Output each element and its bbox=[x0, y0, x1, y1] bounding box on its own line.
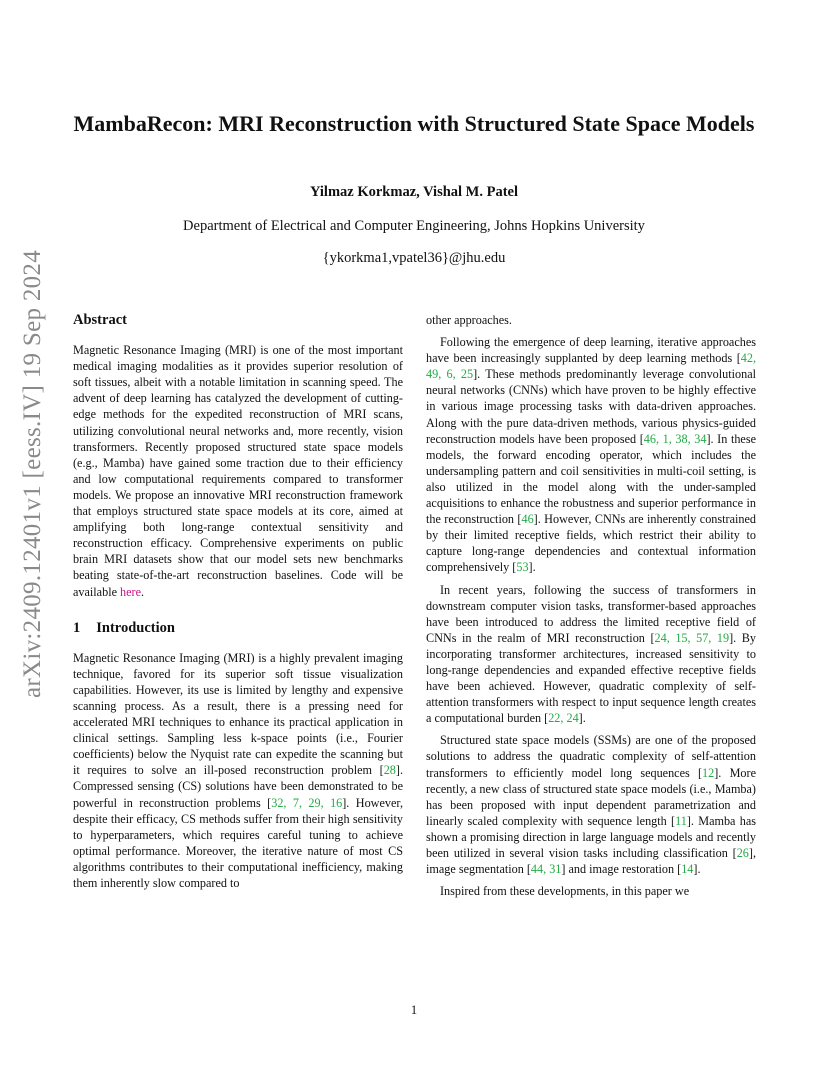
citation[interactable]: 22, 24 bbox=[548, 711, 579, 726]
code-link[interactable]: here bbox=[120, 584, 142, 599]
left-column bbox=[73, 312, 403, 897]
citation[interactable]: 32, 7, 29, 16 bbox=[271, 795, 343, 810]
paragraph-continuation: other approaches. bbox=[426, 313, 512, 327]
paper-title: MambaRecon: MRI Reconstruction with Structured State Space Models bbox=[73, 111, 755, 136]
intro-paragraph-1: Magnetic Resonance Imaging (MRI) is a highly prevalent imaging technique, favored for its superior soft tissue visualization capabilities. However, its use is limited by lengthy and expensive scanning process. As a result, there is a pressing need for accelerated MRI techniques to enhance its practical application in clinical settings. Sampling less k-space points (i.e., Fourier coefficients) below the Nyquist rate can expedite the scanning but it requires to solve an ill-posed reconstruction problem [28]. Compressed sensing (CS) solutions have been demonstrated to be powerful in reconstruction problems [32, 7, 29, 16]. However, despite their efficacy, CS methods suffer from their high sensitivity to hyperparameters, which requires careful tuning to achieve optimal performance. Moreover, the iterative nature of most CS algorithms contributes to their computational inefficiency, making them inherently slow compared to bbox=[73, 650, 403, 890]
page-number: 1 bbox=[410, 1003, 418, 1017]
right-column bbox=[426, 312, 756, 905]
section-number: 1 bbox=[73, 619, 81, 636]
arxiv-identifier-text: arXiv:2409.12401v1 [eess.IV] 19 Sep 2024 bbox=[19, 249, 47, 699]
section-title: Introduction bbox=[96, 619, 175, 636]
paper-authors: Yilmaz Korkmaz, Vishal M. Patel bbox=[309, 184, 519, 200]
citation[interactable]: 24, 15, 57, 19 bbox=[654, 630, 730, 645]
arxiv-identifier bbox=[19, 249, 47, 699]
citation[interactable]: 44, 31 bbox=[530, 862, 562, 877]
paragraph-inspired: Inspired from these developments, in this paper we bbox=[440, 884, 690, 899]
paragraph-transformers: In recent years, following the success of transformers in downstream computer vision tasks, transformer-based approaches have been introduced to address the limited receptive field of CNNs in the realm of MRI reconstruction [24, 15, 57, 19]. By incorporating transformer architectures, increased sensitivity to long-range dependencies and expanded effective receptive fields have been achieved. However, quadratic complexity of self-attention transformers with respect to input sequence length creates a computational burden [22, 24]. bbox=[426, 582, 757, 726]
citation[interactable]: 53 bbox=[516, 560, 529, 575]
citation[interactable]: 46 bbox=[521, 512, 534, 527]
citation[interactable]: 28 bbox=[383, 763, 396, 778]
paragraph-deep-learning: Following the emergence of deep learning, iterative approaches have been increasingly supplanted by deep learning methods [42, 49, 6, 25]. These methods predominantly leverage convolutional neural networks (CNNs) which have proven to be highly effective in various image processing tasks with data-driven approaches. Along with the pure data-driven methods, various physics-guided reconstruction models have been proposed [46, 1, 38, 34]. In these models, the forward encoding operator, which includes the undersampling pattern and coil sensitivities in multi-coil setting, is also utilized in the model along with the under-sampled acquisitions to enhance the robustness and superior performance in the reconstruction [46]. However, CNNs are inherently constrained by their limited receptive fields, which restrict their ability to capture long-range dependencies and contextual information comprehensively [53]. bbox=[426, 335, 757, 575]
citation[interactable]: 46, 1, 38, 34 bbox=[643, 431, 707, 446]
author-email: {ykorkma1,vpatel36}@jhu.edu bbox=[322, 250, 506, 266]
section-heading-introduction bbox=[73, 620, 403, 636]
abstract-paragraph: Magnetic Resonance Imaging (MRI) is one of the most important medical imaging modalities as it provides superior resolution of soft tissues, albeit with a notable limitation in scanning speed. The advent of deep learning has catalyzed the development of cutting-edge methods for the expedited reconstruction of MRI scans, utilizing convolutional neural networks and, more recently, vision transformers. Recently proposed structured state space models (e.g., Mamba) have gained some traction due to their efficiency and low computational requirements compared to transformer models. We propose an innovative MRI reconstruction framework that employs structured state space models at its core, aimed at amplifying both long-range contextual sensitivity and reconstruction efficacy. Comprehensive experiments on public brain MRI datasets show that our model sets new benchmarks beating state-of-the-art reconstruction baselines. Code will be available here. bbox=[73, 343, 403, 599]
citation[interactable]: 14 bbox=[681, 862, 694, 877]
citation[interactable]: 11 bbox=[675, 813, 687, 828]
citation[interactable]: 12 bbox=[702, 765, 715, 780]
citation[interactable]: 42, 49, 6, 25 bbox=[426, 351, 756, 382]
author-affiliation: Department of Electrical and Computer Engineering, Johns Hopkins University bbox=[183, 218, 645, 234]
abstract-heading: Abstract bbox=[73, 312, 127, 328]
paragraph-ssm: Structured state space models (SSMs) are one of the proposed solutions to address the quadratic complexity of self-attention transformers to efficiently model long sequences [12]. More recently, a new class of structured state space models (i.e., Mamba) has been proposed with input dependent parametrization and linearly scaled complexity with sequence length [11]. Mamba has shown a promising direction in large language models and recently been utilized in several vision tasks including classification [26], image segmentation [44, 31] and image restoration [14]. bbox=[426, 733, 756, 877]
citation[interactable]: 26 bbox=[736, 846, 749, 860]
